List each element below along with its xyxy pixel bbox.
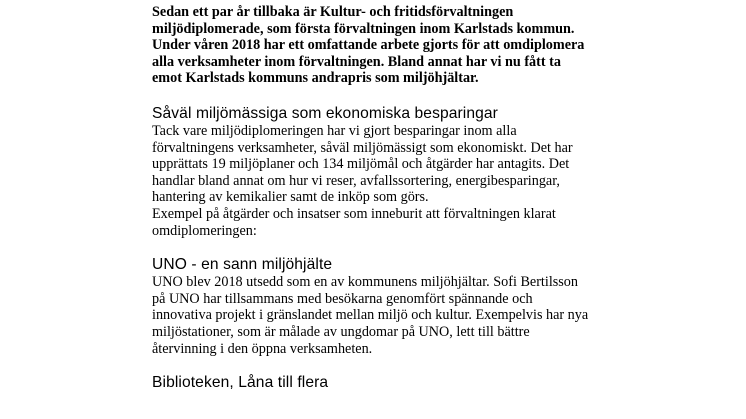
intro-line: miljödiplomerade, som första förvaltningen inom Karlstads kommun. (152, 20, 575, 37)
uno-paragraph (152, 274, 622, 357)
intro-paragraph (152, 4, 622, 87)
intro-line: alla verksamheter inom förvaltningen. Bland annat har vi nu fått ta (152, 53, 561, 70)
besparingar-paragraph (152, 123, 622, 206)
intro-line: Sedan ett par år tillbaka är Kultur- och fritidsförvaltningen (152, 4, 514, 20)
text-line: Exempel på åtgärder och insatser som inneburit att förvaltningen klarat (152, 205, 556, 222)
text-line: innovativa projekt i gränslandet mellan miljö och kultur. Exempelvis har nya (152, 307, 589, 324)
section-heading-biblioteken: Biblioteken, Låna till flera (152, 374, 329, 392)
text-line: Tack vare miljödiplomeringen har vi gjort besparingar inom alla (152, 122, 517, 139)
text-line: omdiplomeringen: (152, 222, 257, 239)
intro-line: emot Karlstads kommuns andrapris som miljöhjältar. (152, 70, 479, 87)
section-heading-uno: UNO - en sann miljöhjälte (152, 256, 333, 274)
text-line: UNO blev 2018 utsedd som en av kommunens miljöhjältar. Sofi Bertilsson (152, 274, 578, 291)
text-line: handlar bland annat om hur vi reser, avfallssortering, energibesparingar, (152, 172, 560, 189)
article-body (152, 4, 622, 392)
text-line: hantering av kemikalier samt de inköp som görs. (152, 189, 429, 206)
text-line: återvinning i den öppna verksamheten. (152, 340, 373, 357)
intro-line: Under våren 2018 har ett omfattande arbete gjorts för att omdiplomera (152, 37, 585, 54)
text-line: förvaltningens verksamheter, såväl miljömässigt som ekonomiskt. Det har (152, 139, 573, 156)
section-heading-besparingar: Såväl miljömässiga som ekonomiska besparingar (152, 104, 498, 122)
text-line: upprättats 19 miljöplaner och 134 miljömål och åtgärder har antagits. Det (152, 156, 570, 173)
text-line: på UNO har tillsammans med besökarna genomfört spännande och (152, 290, 533, 307)
exempel-paragraph (152, 206, 622, 239)
text-line: miljöstationer, som är målade av ungdomar på UNO, lett till bättre (152, 323, 530, 340)
